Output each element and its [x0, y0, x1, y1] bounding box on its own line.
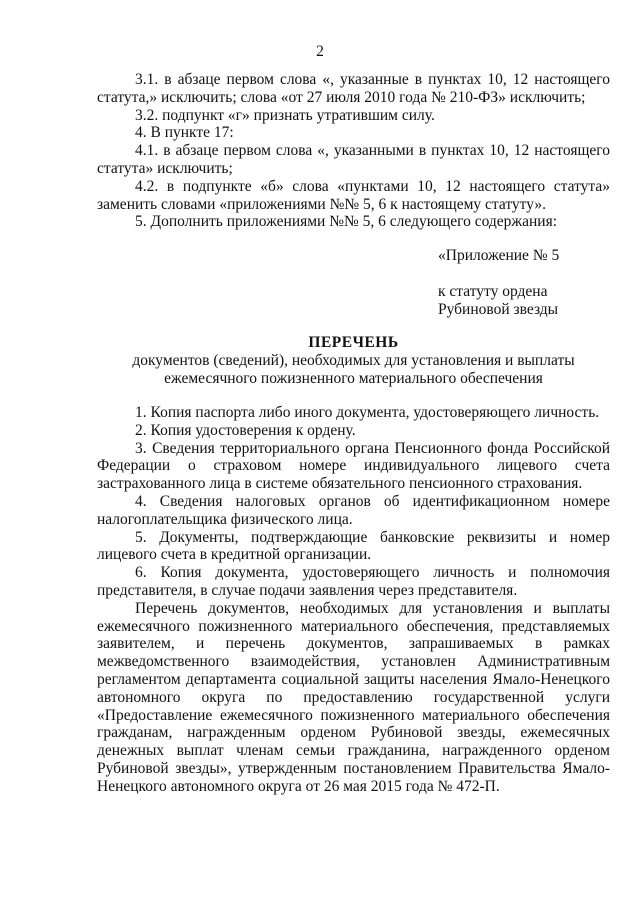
amendment-3-2: 3.2. подпункт «г» признать утратившим силу. — [135, 106, 435, 124]
list-title: ПЕРЕЧЕНЬ — [308, 334, 399, 351]
list-item-5: 5. Документы, подтверждающие банковские реквизиты и номер лицевого счета в кредитной организации. — [97, 528, 610, 564]
appendix-caption — [438, 283, 628, 319]
list-item-6: 6. Копия документа, удостоверяющего личность и полномочия представителя, в случае подачи заявления через представителя. — [97, 564, 610, 599]
amendment-3-1: 3.1. в абзаце первом слова «, указанные в пунктах 10, 12 настоящего статута,» исключить; слова «от 27 июля 2010 года № 210-ФЗ» исключить; — [97, 71, 610, 106]
page-number: 2 — [316, 43, 324, 60]
list-item-3: 3. Сведения территориального органа Пенсионного фонда Российской Федерации о страховом номере индивидуального лицевого счета застрахованного лица в системе обязательного пенсионного страхования. — [97, 439, 610, 493]
amendment-4: 4. В пункте 17: — [135, 124, 234, 142]
list-item-4: 4. Сведения налоговых органов об идентификационном номере налогоплательщика физического лица. — [97, 492, 610, 528]
appendix-title: «Приложение № 5 — [438, 247, 560, 264]
closing-paragraph: Перечень документов, необходимых для установления и выплаты ежемесячного пожизненного материального обеспечения, представляемых заявителем, и перечень документов, запрашиваемых в рамках межведомственного взаимодействия, установлен Административным регламентом департамента социальной защиты населения Ямало-Ненецкого автономного округа по предоставлению государственной услуги «Предоставление ежемесячного пожизненного материального обеспечения гражданам, награжденным орденом Рубиновой звезды, ежемесячных денежных выплат членам семьи гражданина, награжденного орденом Рубиновой звезды», утвержденным постановлением Правительства Ямало-Ненецкого автономного округа от 26 мая 2015 года № 472-П. — [97, 599, 610, 795]
amendment-4-1: 4.1. в абзаце первом слова «, указанными в пунктах 10, 12 настоящего статута» исключить; — [97, 142, 610, 177]
list-item-2: 2. Копия удостоверения к ордену. — [135, 421, 356, 439]
appendix-caption-line-2: Рубиновой звезды — [438, 300, 559, 318]
appendix-caption-line-1: к статуту ордена — [438, 283, 548, 300]
amendment-4-2: 4.2. в подпункте «б» слова «пунктами 10, 12 настоящего статута» заменить словами «приложениями №№ 5, 6 к настоящему статуту». — [97, 177, 610, 213]
list-item-1: 1. Копия паспорта либо иного документа, удостоверяющего личность. — [135, 404, 600, 421]
amendments-block — [97, 71, 610, 231]
amendment-5: 5. Дополнить приложениями №№ 5, 6 следующего содержания: — [135, 213, 558, 231]
list-subtitle: документов (сведений), необходимых для установления и выплаты ежемесячного пожизненного материального обеспечения — [132, 352, 575, 387]
documents-list — [97, 404, 610, 796]
